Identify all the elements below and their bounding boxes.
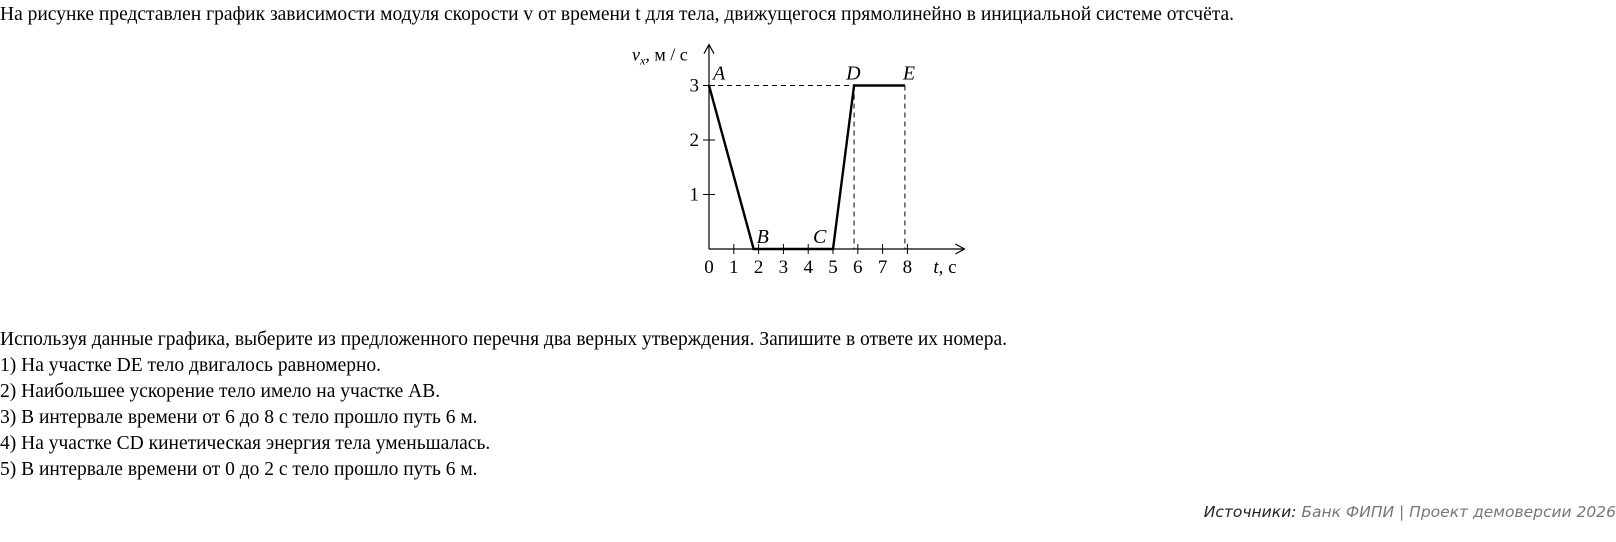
x-tick-label: 7 bbox=[877, 257, 888, 278]
x-tick-label: 6 bbox=[853, 257, 863, 278]
problem-intro: На рисунке представлен график зависимости модуля скорости v от времени t для тела, движущегося прямолинейно в инициальной системе отсчёта. bbox=[0, 4, 1235, 25]
point-label-C: C bbox=[813, 226, 827, 248]
y-tick-label: 1 bbox=[689, 184, 699, 206]
answer-option-5: 5) В интервале времени от 0 до 2 с тело прошло путь 6 м. bbox=[0, 459, 478, 480]
answer-option-1: 1) На участке DE тело двигалось равномерно. bbox=[0, 355, 382, 376]
instruction-text: Используя данные графика, выберите из предложенного перечня два верных утверждения. Запишите в ответе их номера. bbox=[0, 329, 1007, 350]
point-label-E: E bbox=[902, 62, 916, 85]
y-tick-label: 2 bbox=[689, 130, 699, 151]
x-tick-label: 1 bbox=[729, 257, 739, 278]
answer-option-4: 4) На участке CD кинетическая энергия тела уменьшалась. bbox=[0, 433, 491, 454]
x-tick-label: 2 bbox=[753, 257, 764, 278]
point-label-D: D bbox=[846, 62, 861, 85]
x-tick-label: 0 bbox=[704, 257, 714, 278]
x-tick-label: 5 bbox=[828, 257, 838, 278]
source-attribution bbox=[1204, 503, 1616, 521]
point-label-A: A bbox=[713, 62, 726, 85]
graph-svg bbox=[620, 44, 980, 288]
answer-option-3: 3) В интервале времени от 6 до 8 с тело прошло путь 6 м. bbox=[0, 407, 478, 428]
velocity-line bbox=[709, 86, 905, 250]
source-text: Банк ФИПИ | Проект демоверсии 2026 bbox=[1301, 503, 1616, 521]
x-tick-label: 3 bbox=[778, 257, 789, 278]
y-tick-label: 3 bbox=[689, 75, 699, 97]
velocity-time-graph bbox=[620, 44, 980, 288]
y-axis-label: $v_x$, м / с bbox=[632, 44, 688, 68]
point-label-B: B bbox=[756, 226, 769, 248]
x-axis-label: t, с bbox=[933, 257, 957, 278]
source-label: Источники: bbox=[1203, 503, 1297, 521]
question-block bbox=[0, 327, 1616, 483]
x-tick-label: 4 bbox=[803, 257, 813, 278]
answer-option-2: 2) Наибольшее ускорение тело имело на участке AB. bbox=[0, 381, 441, 402]
x-tick-label: 8 bbox=[902, 257, 913, 278]
